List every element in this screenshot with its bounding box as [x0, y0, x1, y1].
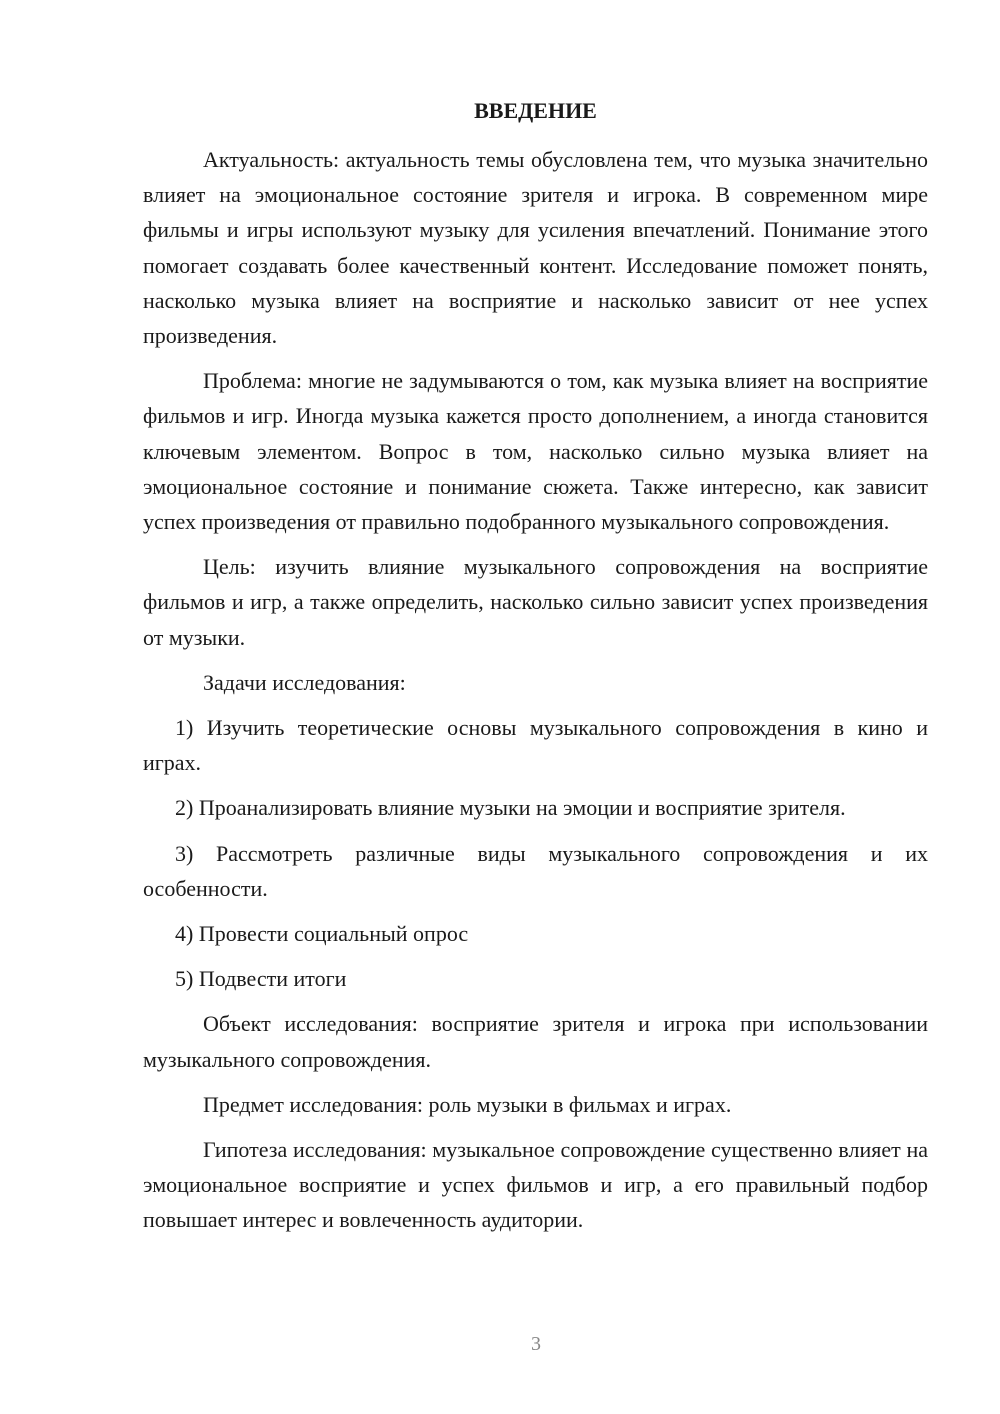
task-item-2: 2) Проанализировать влияние музыки на эмоции и восприятие зрителя.	[175, 795, 846, 821]
task-item-1: 1) Изучить теоретические основы музыкального сопровождения в кино и играх.	[143, 715, 928, 776]
paragraph-object: Объект исследования: восприятие зрителя и игрока при использовании музыкального сопровождения.	[143, 1011, 928, 1072]
paragraph-subject: Предмет исследования: роль музыки в фильмах и играх.	[203, 1091, 732, 1117]
page-title: ВВЕДЕНИЕ	[474, 98, 597, 123]
paragraph-relevance: Актуальность: актуальность темы обусловлена тем, что музыка значительно влияет на эмоциональное состояние зрителя и игрока. В современном мире фильмы и игры используют музыку для усиления впечатлений. Понимание этого помогает создавать более качественный контент. Исследование поможет понять, насколько музыка влияет на восприятие и насколько зависит от нее успех произведения.	[143, 147, 928, 349]
paragraph-goal: Цель: изучить влияние музыкального сопровождения на восприятие фильмов и игр, а также определить, насколько сильно зависит успех произведения от музыки.	[143, 554, 928, 650]
tasks-heading: Задачи исследования:	[203, 669, 406, 695]
paragraph-problem: Проблема: многие не задумываются о том, как музыка влияет на восприятие фильмов и игр. Иногда музыка кажется просто дополнением, а иногда становится ключевым элементом. Вопрос в том, насколько сильно музыка влияет на эмоциональное состояние и понимание сюжета. Также интересно, как зависит успех произведения от правильно подобранного музыкального сопровождения.	[143, 368, 928, 535]
document-body	[143, 142, 928, 1248]
task-item-4: 4) Провести социальный опрос	[175, 921, 469, 947]
task-item-3: 3) Рассмотреть различные виды музыкального сопровождения и их особенности.	[143, 840, 928, 901]
page-number: 3	[531, 1333, 541, 1355]
task-item-5: 5) Подвести итоги	[175, 966, 347, 992]
paragraph-hypothesis: Гипотеза исследования: музыкальное сопровождение существенно влияет на эмоциональное восприятие и успех фильмов и игр, а его правильный подбор повышает интерес и вовлеченность аудитории.	[143, 1137, 928, 1233]
